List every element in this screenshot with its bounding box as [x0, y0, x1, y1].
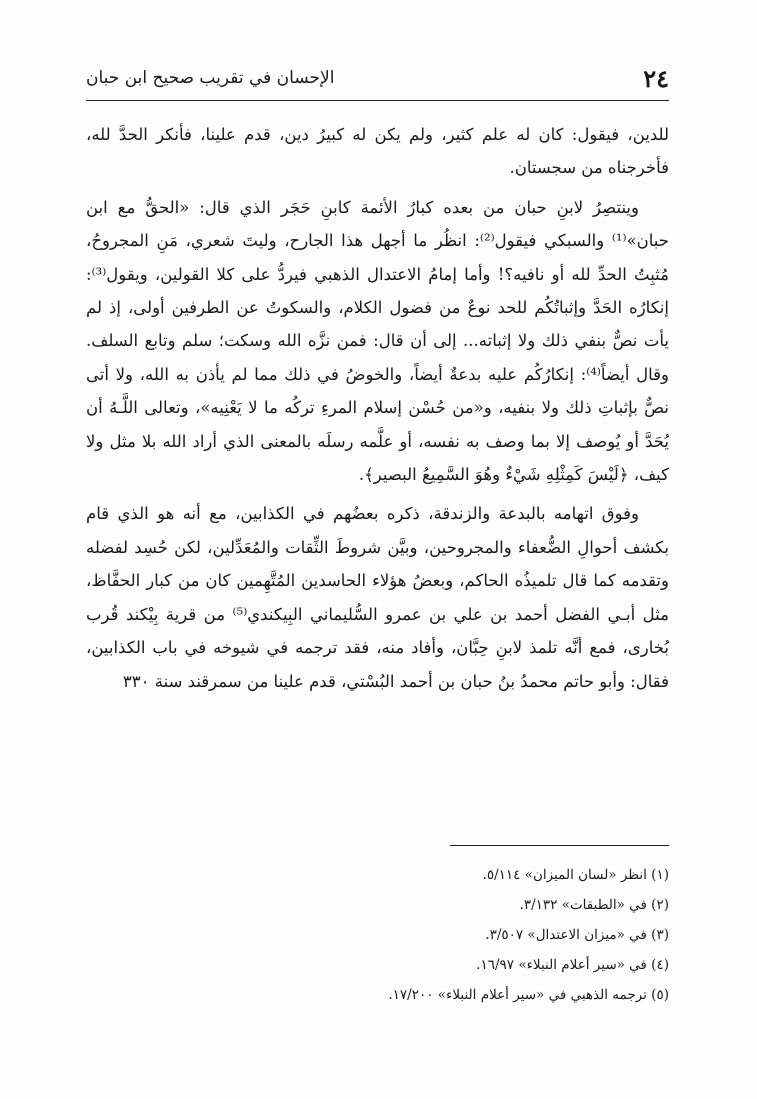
paragraph-3: وفوق اتهامه بالبدعة والزندقة، ذكره بعضُهم في الكذابين، مع أنه هو الذي قام بكشف أحوالِ الضُّعفاء والمجروحين، وبيَّن شروطَ الثِّقات والمُعَدِّلين، لكن حُسِد لفضله وتقدمه كما قال تلميذُه الحاكم، وبعضُ هؤلاء الحاسدين المُتَّهِمين كان من كبار الحفَّاظ، مثل أبـي الفضل أحمد بن علي بن عمرو السُّليماني البِيكندي⁽⁵⁾ من قرية بِيْكند قُرب بُخارى، فمع أنَّه تلمذ لابنِ حِبَّان، وأفاد منه، فقد ترجمه في شيوخه في باب الكذابين، فقال: وأبو حاتم محمدُ بنُ حبان بن أحمد البُسْتي، قدم علينا من سمرقند سنة ٣٣٠: [86, 504, 669, 691]
running-title: الإحسان في تقريب صحيح ابن حبان: [86, 68, 335, 88]
page-header: [86, 62, 669, 96]
footnote-1: (١) انظر «لسان الميزان» ٥/١١٤.: [482, 867, 669, 883]
footnotes: [86, 860, 669, 1010]
footnote-divider: [450, 845, 669, 846]
main-text: [86, 118, 669, 704]
header-divider: [86, 100, 669, 101]
page-number: ٢٤: [643, 64, 669, 93]
paragraph-2: وينتصِرُ لابنِ حبان من بعده كبارُ الأئمة كابنِ حَجَر الذي قال: «الحقُّ مع ابن حبان»⁽¹⁾ والسبكي فيقول⁽²⁾: انظُر ما أجهل هذا الجارح، وليتَ شعري، مَنِ المجروحُ، مُثبِتُ الحدِّ لله أو نافيه؟! وأما إمامُ الاعتدال الذهبي فيردُّ على كلا القولين، ويقول⁽³⁾: إنكارُه الحَدَّ وإثباتُكُم للحد نوعٌ من فضول الكلام، والسكوتُ عن الطرفين أولى، إذ لم يأت نصٌّ بنفي ذلك ولا إثباته... إلى أن قال: فمن نزَّه الله وسكت؛ سلم وتابع السلف. وقال أيضاً⁽⁴⁾: إنكارُكُم عليه بدعةٌ أيضاً، والخوضُ في ذلك مما لم يأذن به الله، ولا أتى نصٌّ بإثباتِ ذلك ولا بنفيه، و«من حُسْن إسلام المرءِ تركُه ما لا يَعْنِيه»، وتعالى اللَّـهُ أن يُحَدَّ أو يُوصف إلا بما وصف به نفسه، أو علَّمه رسلَه بالمعنى الذي أراد الله بلا مثل ولا كيف، ﴿لَيْسَ كَمِثْلِهِ شَيْءٌ وهُوَ السَّمِيعُ البصير﴾.: [86, 197, 669, 485]
paragraph-1: للدين، فيقول: كان له علم كثير، ولم يكن له كبيرُ دين، قدم علينا، فأنكر الحدَّ لله، فأخرجناه من سجستان.: [86, 125, 669, 178]
footnote-2: (٢) في «الطبقات» ٣/١٣٢.: [519, 897, 669, 913]
footnote-5: (٥) ترجمه الذهبي في «سير أعلام النبلاء» ١٧/٢٠٠.: [388, 987, 669, 1003]
footnote-4: (٤) في «سير أعلام النبلاء» ١٦/٩٧.: [476, 957, 669, 973]
footnote-3: (٣) في «ميزان الاعتدال» ٣/٥٠٧.: [485, 927, 669, 943]
